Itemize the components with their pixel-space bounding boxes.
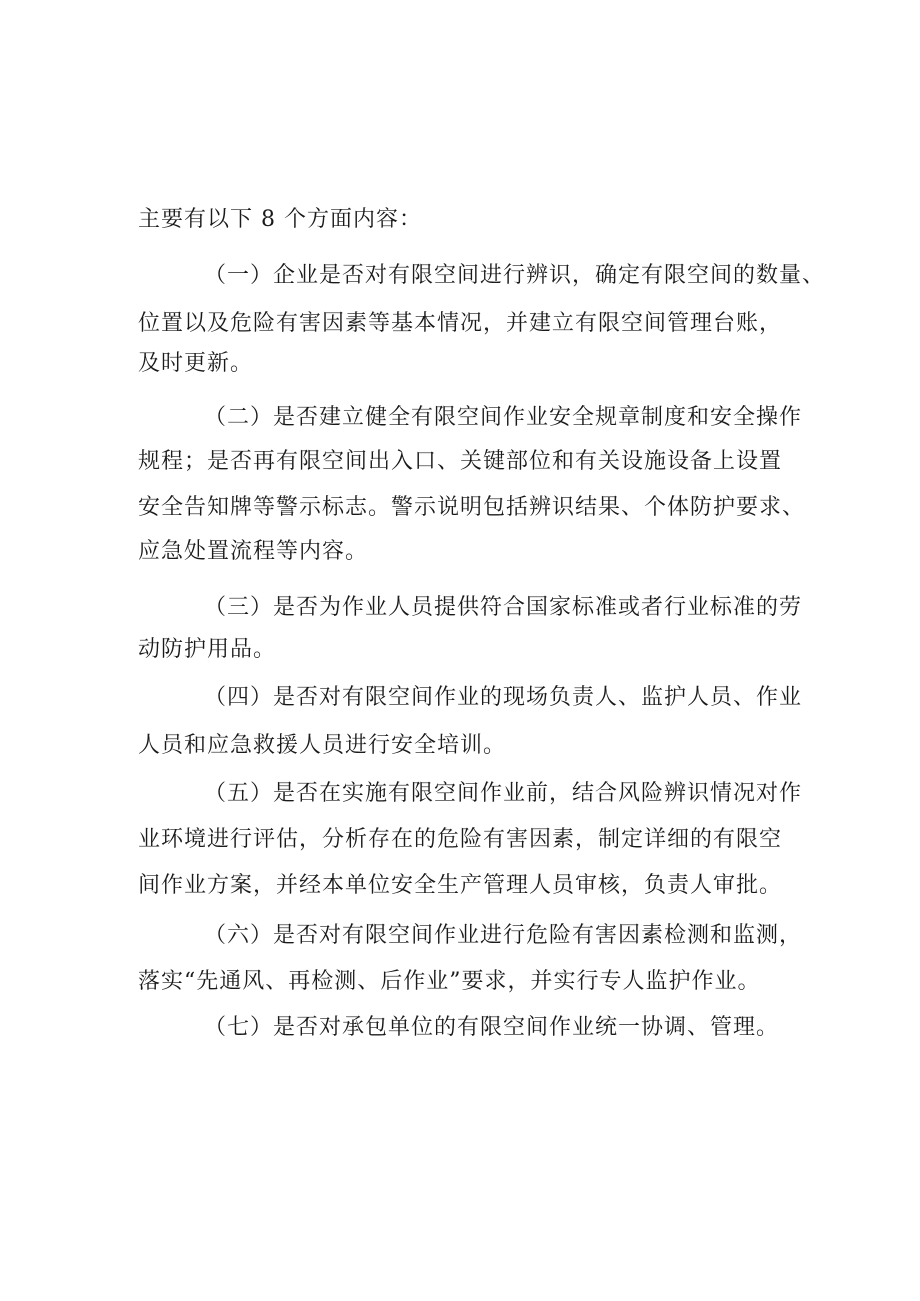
paragraph-5-line-3: 间作业方案，并经本单位安全生产管理人员审核，负责人审批。 xyxy=(138,873,783,898)
intro-line: 主要有以下 8 个方面内容： xyxy=(138,207,422,232)
paragraph-3-line-1: （三）是否为作业人员提供符合国家标准或者行业标准的劳 xyxy=(204,595,803,620)
paragraph-5-line-2: 业环境进行评估，分析存在的危险有害因素，制定详细的有限空 xyxy=(138,827,783,852)
paragraph-1-line-1: （一）企业是否对有限空间进行辨识，确定有限空间的数量、 xyxy=(204,263,826,288)
paragraph-5-line-1: （五）是否在实施有限空间作业前，结合风险辨识情况对作 xyxy=(204,781,803,806)
paragraph-2-line-1: （二）是否建立健全有限空间作业安全规章制度和安全操作 xyxy=(204,405,803,430)
paragraph-2-line-2: 规程；是否再有限空间出入口、关键部位和有关设施设备上设置 xyxy=(138,449,783,474)
paragraph-1-line-3: 及时更新。 xyxy=(138,351,254,376)
paragraph-3-line-2: 动防护用品。 xyxy=(138,637,277,662)
paragraph-2-line-4: 应急处置流程等内容。 xyxy=(138,539,369,564)
paragraph-4-line-1: （四）是否对有限空间作业的现场负责人、监护人员、作业 xyxy=(204,685,803,710)
paragraph-2-line-3: 安全告知牌等警示标志。警示说明包括辨识结果、个体防护要求、 xyxy=(138,495,806,520)
paragraph-7-line-1: （七）是否对承包单位的有限空间作业统一协调、管理。 xyxy=(204,1015,780,1040)
paragraph-1-line-2: 位置以及危险有害因素等基本情况，并建立有限空间管理台账， xyxy=(138,311,783,336)
paragraph-4-line-2: 人员和应急救援人员进行安全培训。 xyxy=(138,733,507,758)
paragraph-6-line-2: 落实“先通风、再检测、后作业”要求，并实行专人监护作业。 xyxy=(138,969,761,994)
paragraph-6-line-1: （六）是否对有限空间作业进行危险有害因素检测和监测， xyxy=(204,923,803,948)
